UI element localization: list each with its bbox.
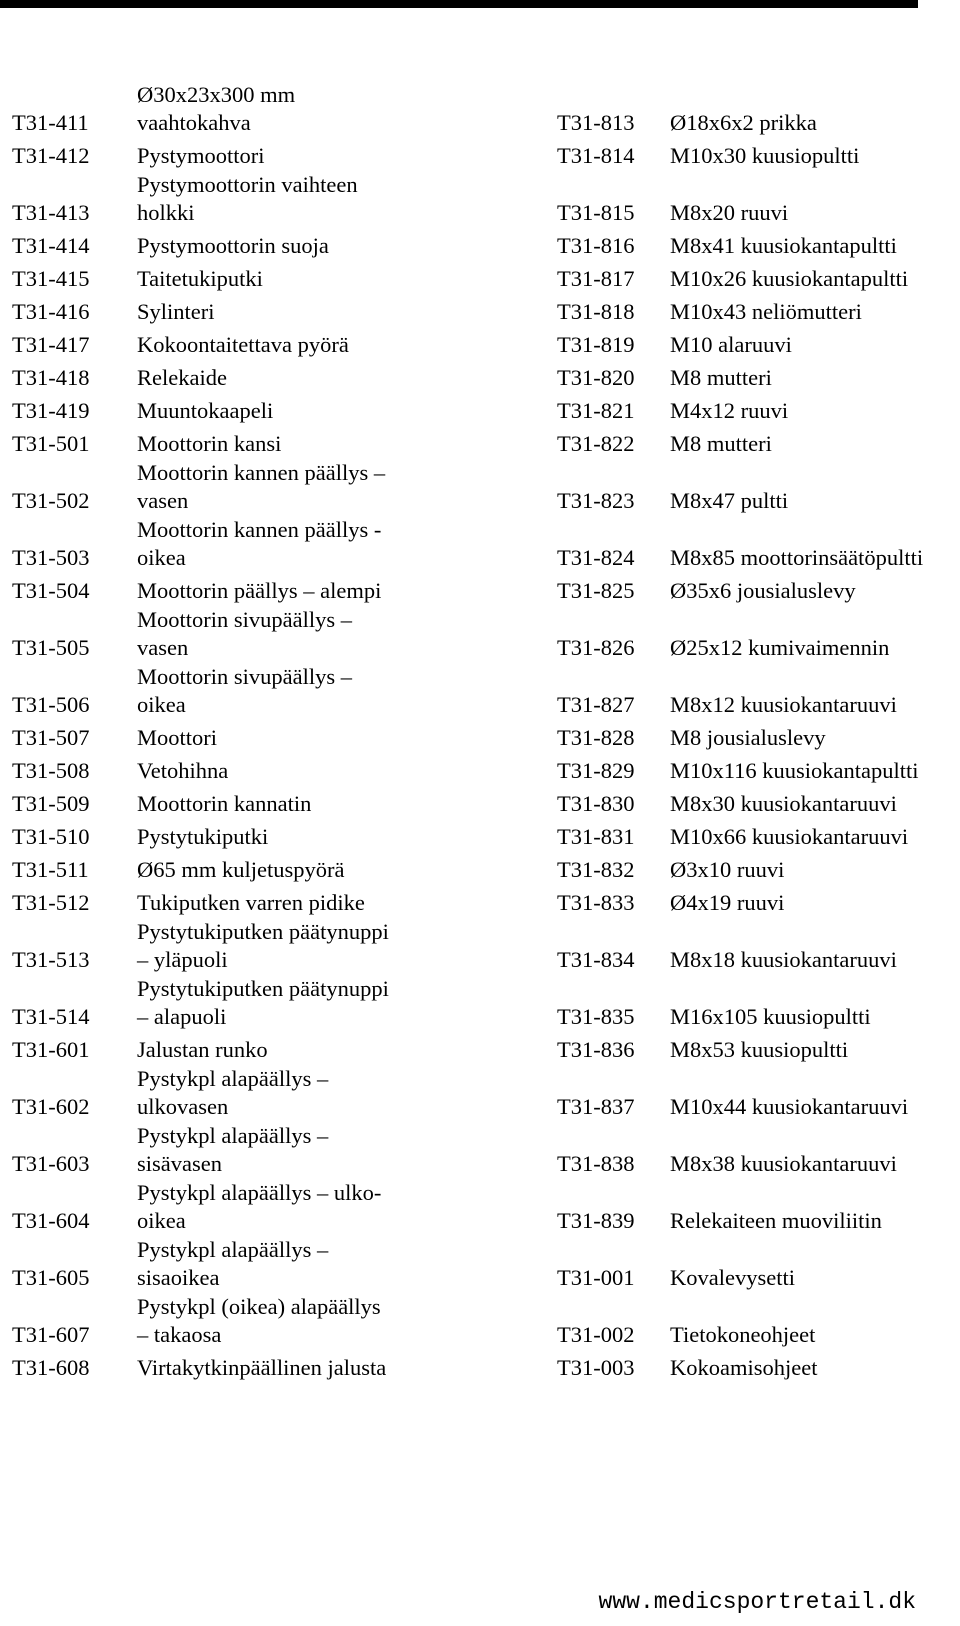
part-code-left: T31-413 <box>12 200 90 225</box>
part-code-right: T31-838 <box>557 1151 635 1176</box>
part-description-right: Ø35x6 jousialuslevy <box>670 578 856 603</box>
part-description-right: M10x44 kuusiokantaruuvi <box>670 1094 909 1119</box>
table-row <box>0 719 960 752</box>
part-code-left: T31-507 <box>12 725 90 750</box>
part-description-right: Relekaiteen muoviliitin <box>670 1208 882 1233</box>
part-code-right: T31-831 <box>557 824 635 849</box>
top-rule <box>0 0 918 8</box>
part-description-left: Moottorin sivupäällys – vasen <box>137 607 352 660</box>
part-description-left: Sylinteri <box>137 299 215 324</box>
part-code-left: T31-504 <box>12 578 90 603</box>
part-code-right: T31-835 <box>557 1004 635 1029</box>
part-description-right: M8 jousialuslevy <box>670 725 826 750</box>
part-description-right: M10x66 kuusiokantaruuvi <box>670 824 909 849</box>
part-code-left: T31-506 <box>12 692 90 717</box>
table-row <box>0 818 960 851</box>
part-code-left: T31-509 <box>12 791 90 816</box>
part-code-left: T31-501 <box>12 431 90 456</box>
part-description-left: Pystytukiputki <box>137 824 269 849</box>
part-code-left: T31-411 <box>12 110 89 135</box>
part-code-right: T31-813 <box>557 110 635 135</box>
part-code-right: T31-003 <box>557 1355 635 1380</box>
part-description-left: Pystykpl alapäällys – sisävasen <box>137 1123 329 1176</box>
part-description-right: Ø4x19 ruuvi <box>670 890 785 915</box>
part-code-right: T31-822 <box>557 431 635 456</box>
table-row <box>0 752 960 785</box>
table-row <box>0 572 960 605</box>
part-code-left: T31-508 <box>12 758 90 783</box>
part-description-left: Pystykpl alapäällys – ulkovasen <box>137 1066 329 1119</box>
table-row <box>0 170 960 227</box>
part-description-left: Virtakytkinpäällinen jalusta <box>137 1355 387 1380</box>
table-row <box>0 260 960 293</box>
part-description-right: M8x41 kuusiokantapultti <box>670 233 897 258</box>
part-code-right: T31-824 <box>557 545 635 570</box>
table-row <box>0 1178 960 1235</box>
table-row <box>0 458 960 515</box>
table-row <box>0 392 960 425</box>
part-code-right: T31-826 <box>557 635 635 660</box>
part-code-left: T31-607 <box>12 1322 90 1347</box>
part-code-left: T31-512 <box>12 890 90 915</box>
part-code-left: T31-513 <box>12 947 90 972</box>
part-code-right: T31-818 <box>557 299 635 324</box>
part-code-right: T31-828 <box>557 725 635 750</box>
part-description-right: M8x18 kuusiokantaruuvi <box>670 947 897 972</box>
part-description-right: Ø18x6x2 prikka <box>670 110 817 135</box>
part-code-left: T31-416 <box>12 299 90 324</box>
part-description-left: Moottorin sivupäällys – oikea <box>137 664 352 717</box>
part-code-right: T31-837 <box>557 1094 635 1119</box>
part-description-right: M8x12 kuusiokantaruuvi <box>670 692 897 717</box>
table-row <box>0 515 960 572</box>
table-row <box>0 137 960 170</box>
part-code-right: T31-820 <box>557 365 635 390</box>
part-description-right: Kokoamisohjeet <box>670 1355 818 1380</box>
part-description-right: Kovalevysetti <box>670 1265 795 1290</box>
table-row <box>0 326 960 359</box>
part-code-right: T31-001 <box>557 1265 635 1290</box>
footer-url: www.medicsportretail.dk <box>598 1589 916 1615</box>
part-description-left: Pystykpl alapäällys – ulko- oikea <box>137 1180 382 1233</box>
part-description-left: Moottorin kannatin <box>137 791 312 816</box>
part-description-left: Pystymoottori <box>137 143 265 168</box>
table-row <box>0 974 960 1031</box>
table-row <box>0 917 960 974</box>
part-description-right: M10x26 kuusiokantapultti <box>670 266 909 291</box>
table-row <box>0 1349 960 1382</box>
part-description-right: M16x105 kuusiopultti <box>670 1004 871 1029</box>
part-code-right: T31-816 <box>557 233 635 258</box>
part-description-right: M8 mutteri <box>670 365 772 390</box>
part-code-left: T31-601 <box>12 1037 90 1062</box>
part-description-right: M10x116 kuusiokantapultti <box>670 758 919 783</box>
part-code-left: T31-608 <box>12 1355 90 1380</box>
table-row <box>0 1235 960 1292</box>
part-description-right: Tietokoneohjeet <box>670 1322 816 1347</box>
part-code-right: T31-819 <box>557 332 635 357</box>
part-code-left: T31-511 <box>12 857 89 882</box>
part-code-right: T31-839 <box>557 1208 635 1233</box>
table-row <box>0 662 960 719</box>
table-row <box>0 605 960 662</box>
part-description-left: Kokoontaitettava pyörä <box>137 332 349 357</box>
table-row <box>0 1064 960 1121</box>
part-description-left: Tukiputken varren pidike <box>137 890 365 915</box>
part-description-left: Ø30x23x300 mm vaahtokahva <box>137 82 296 135</box>
part-description-left: Muuntokaapeli <box>137 398 274 423</box>
part-description-left: Ø65 mm kuljetuspyörä <box>137 857 345 882</box>
part-description-right: M8x47 pultti <box>670 488 789 513</box>
table-row <box>0 359 960 392</box>
part-code-left: T31-605 <box>12 1265 90 1290</box>
part-description-left: Taitetukiputki <box>137 266 263 291</box>
table-row <box>0 425 960 458</box>
table-row <box>0 227 960 260</box>
table-row <box>0 1031 960 1064</box>
table-row <box>0 785 960 818</box>
part-description-left: Moottorin kannen päällys – vasen <box>137 460 386 513</box>
table-row <box>0 884 960 917</box>
part-description-right: M8x53 kuusiopultti <box>670 1037 849 1062</box>
part-code-left: T31-602 <box>12 1094 90 1119</box>
part-code-left: T31-604 <box>12 1208 90 1233</box>
part-code-left: T31-412 <box>12 143 90 168</box>
part-code-right: T31-830 <box>557 791 635 816</box>
part-code-left: T31-505 <box>12 635 90 660</box>
part-code-left: T31-503 <box>12 545 90 570</box>
part-code-left: T31-419 <box>12 398 90 423</box>
part-code-left: T31-415 <box>12 266 90 291</box>
part-description-left: Relekaide <box>137 365 227 390</box>
part-description-right: M8x30 kuusiokantaruuvi <box>670 791 897 816</box>
part-code-left: T31-414 <box>12 233 90 258</box>
part-code-right: T31-817 <box>557 266 635 291</box>
part-description-right: M10 alaruuvi <box>670 332 792 357</box>
part-code-right: T31-821 <box>557 398 635 423</box>
part-code-right: T31-834 <box>557 947 635 972</box>
table-row <box>0 1292 960 1349</box>
part-description-left: Moottorin kansi <box>137 431 282 456</box>
part-code-left: T31-502 <box>12 488 90 513</box>
table-row <box>0 851 960 884</box>
part-code-right: T31-829 <box>557 758 635 783</box>
parts-table-body <box>0 80 960 1382</box>
part-description-left: Pystymoottorin suoja <box>137 233 329 258</box>
part-description-left: Jalustan runko <box>137 1037 268 1062</box>
part-code-right: T31-832 <box>557 857 635 882</box>
part-code-right: T31-825 <box>557 578 635 603</box>
table-row <box>0 1121 960 1178</box>
part-description-left: Pystykpl (oikea) alapäällys – takaosa <box>137 1294 381 1347</box>
table-row <box>0 80 960 137</box>
part-description-left: Moottorin päällys – alempi <box>137 578 382 603</box>
part-description-right: M8x38 kuusiokantaruuvi <box>670 1151 897 1176</box>
part-description-left: Pystykpl alapäällys – sisaoikea <box>137 1237 329 1290</box>
parts-table <box>0 80 960 1382</box>
part-description-left: Moottori <box>137 725 218 750</box>
part-description-right: M4x12 ruuvi <box>670 398 789 423</box>
part-code-right: T31-827 <box>557 692 635 717</box>
part-description-right: Ø25x12 kumivaimennin <box>670 635 890 660</box>
part-code-right: T31-815 <box>557 200 635 225</box>
part-description-right: M10x30 kuusiopultti <box>670 143 860 168</box>
part-code-right: T31-833 <box>557 890 635 915</box>
part-code-right: T31-823 <box>557 488 635 513</box>
part-description-right: M10x43 neliömutteri <box>670 299 862 324</box>
part-description-left: Pystytukiputken päätynuppi – alapuoli <box>137 976 389 1029</box>
part-description-left: Vetohihna <box>137 758 229 783</box>
part-description-right: M8x85 moottorinsäätöpultti <box>670 545 924 570</box>
part-description-right: M8 mutteri <box>670 431 772 456</box>
part-code-right: T31-814 <box>557 143 635 168</box>
part-description-left: Pystytukiputken päätynuppi – yläpuoli <box>137 919 389 972</box>
part-code-right: T31-002 <box>557 1322 635 1347</box>
part-code-left: T31-510 <box>12 824 90 849</box>
part-code-right: T31-836 <box>557 1037 635 1062</box>
part-code-left: T31-514 <box>12 1004 90 1029</box>
table-row <box>0 293 960 326</box>
part-description-right: M8x20 ruuvi <box>670 200 789 225</box>
part-description-right: Ø3x10 ruuvi <box>670 857 785 882</box>
part-description-left: Moottorin kannen päällys - oikea <box>137 517 382 570</box>
part-description-left: Pystymoottorin vaihteen holkki <box>137 172 358 225</box>
part-code-left: T31-417 <box>12 332 90 357</box>
part-code-left: T31-418 <box>12 365 90 390</box>
part-code-left: T31-603 <box>12 1151 90 1176</box>
